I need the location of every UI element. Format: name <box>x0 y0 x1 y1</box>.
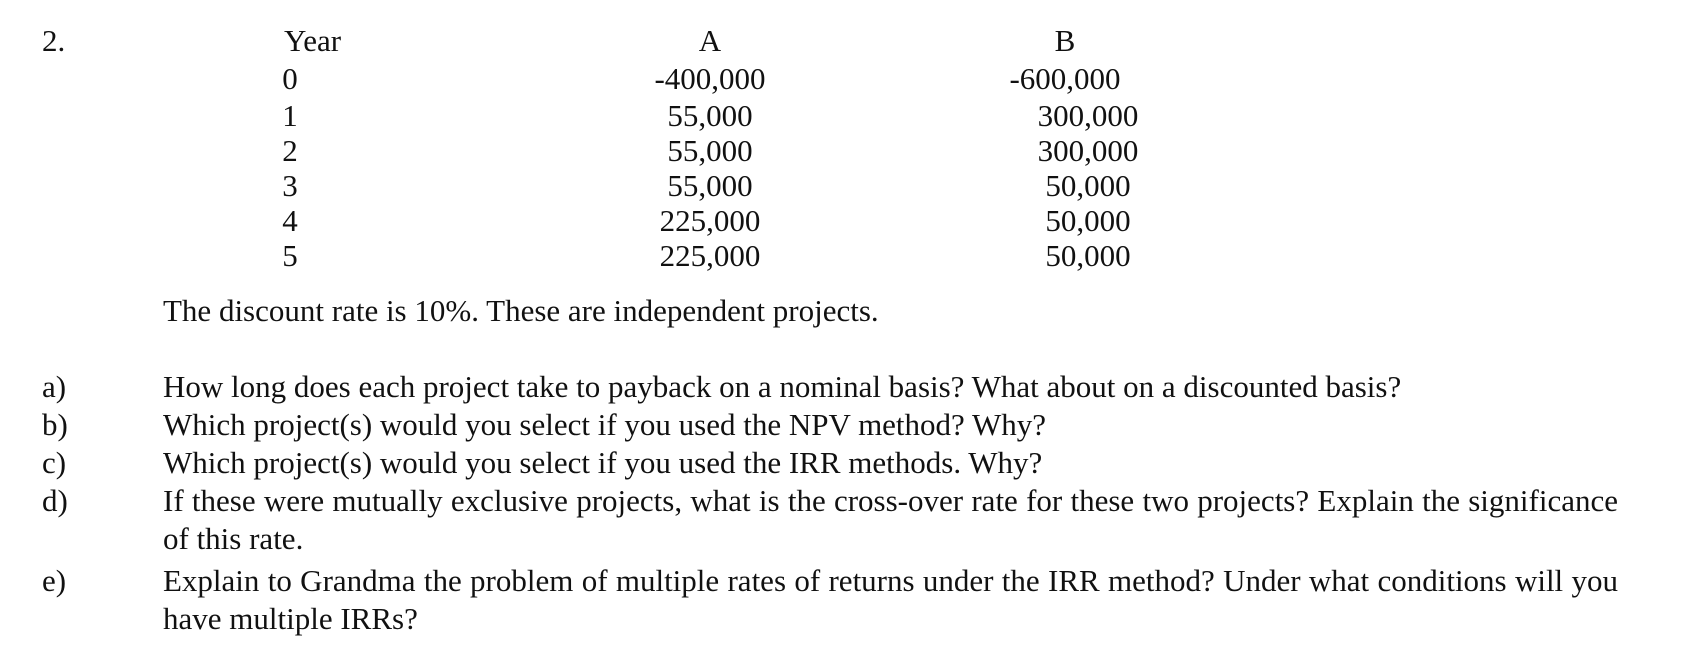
project-a-cell: 55,000 <box>667 168 753 203</box>
question-letter: d) <box>42 483 68 518</box>
year-cell: 2 <box>282 133 298 168</box>
question-text: If these were mutually exclusive projects, what is the cross-over rate for these two projects? Explain the significance of this rate. <box>163 483 1618 556</box>
table-row <box>0 98 1681 133</box>
question-item <box>0 444 1681 482</box>
header-project-a: A <box>698 23 722 58</box>
question-text: Explain to Grandma the problem of multiple rates of returns under the IRR method? Under what conditions will you have multiple IRRs? <box>163 563 1618 636</box>
project-b-cell: 50,000 <box>1045 168 1131 203</box>
question-letter: e) <box>42 563 67 598</box>
year-cell: 5 <box>282 238 298 273</box>
question-text: Which project(s) would you select if you used the NPV method? Why? <box>163 407 1047 442</box>
table-row <box>0 203 1681 238</box>
problem-number: 2. <box>42 23 66 58</box>
header-project-b: B <box>1054 23 1076 58</box>
problem-statement: The discount rate is 10%. These are independent projects. <box>163 293 879 328</box>
year-cell: 4 <box>282 203 298 238</box>
year-cell: 1 <box>282 98 298 133</box>
project-a-cell: 225,000 <box>659 238 761 273</box>
project-b-cell: 50,000 <box>1045 203 1131 238</box>
project-b-cell: -600,000 <box>1009 61 1121 96</box>
table-header-row <box>0 22 1681 60</box>
project-b-cell: 300,000 <box>1037 98 1139 133</box>
question-item <box>0 482 1681 558</box>
question-item <box>0 368 1681 406</box>
question-letter: b) <box>42 407 68 442</box>
table-row <box>0 60 1681 98</box>
table-row <box>0 238 1681 273</box>
question-text: How long does each project take to payback on a nominal basis? What about on a discounted basis? <box>163 369 1402 404</box>
table-row <box>0 168 1681 203</box>
question-item <box>0 562 1681 638</box>
project-b-cell: 50,000 <box>1045 238 1131 273</box>
year-cell: 0 <box>282 61 298 96</box>
question-letter: a) <box>42 369 67 404</box>
project-a-cell: -400,000 <box>654 61 766 96</box>
table-row <box>0 133 1681 168</box>
project-a-cell: 55,000 <box>667 98 753 133</box>
header-year: Year <box>284 23 342 58</box>
question-letter: c) <box>42 445 67 480</box>
question-list <box>0 368 1681 638</box>
question-item <box>0 406 1681 444</box>
project-b-cell: 300,000 <box>1037 133 1139 168</box>
cashflow-table <box>0 22 1681 273</box>
question-text: Which project(s) would you select if you used the IRR methods. Why? <box>163 445 1043 480</box>
project-a-cell: 225,000 <box>659 203 761 238</box>
project-a-cell: 55,000 <box>667 133 753 168</box>
year-cell: 3 <box>282 168 298 203</box>
